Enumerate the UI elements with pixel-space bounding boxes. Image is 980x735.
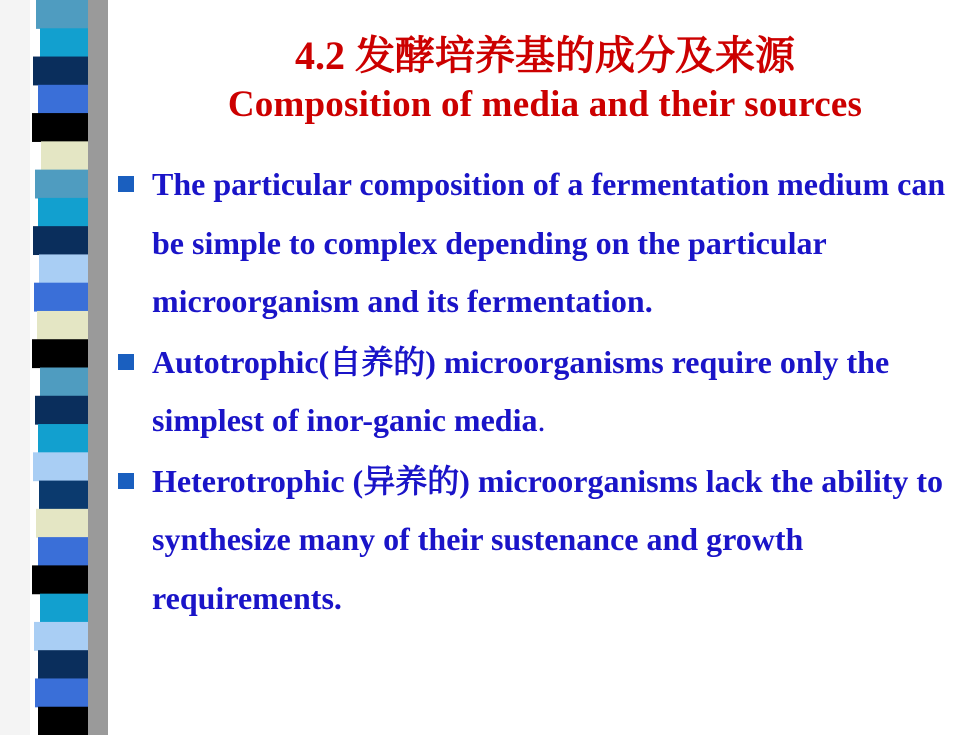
stripe-segment	[38, 198, 88, 227]
slide-title	[110, 30, 980, 128]
stripe-segment	[32, 565, 88, 594]
stripe-segment	[38, 650, 88, 679]
stripe-segment	[36, 0, 88, 29]
stripe-segment	[32, 113, 88, 142]
stripe-segment	[34, 622, 88, 651]
title-chinese: 4.2 发酵培养基的成分及来源	[295, 33, 795, 78]
stripe-segment	[41, 141, 88, 170]
stripe-segment	[34, 283, 88, 312]
bullet-text: The particular composition of a fermentation medium can be simple to complex depending on the particular microorganism and its fermentation.	[152, 166, 946, 319]
stripe-segment	[35, 396, 88, 425]
bullet-item-heterotrophic	[118, 452, 958, 628]
stripe-segment	[33, 57, 88, 86]
bullet-list	[118, 155, 958, 627]
stripe-segment	[39, 254, 88, 283]
bullet-item-autotrophic	[118, 333, 958, 450]
stripe-segment	[39, 481, 88, 510]
stripe-segment	[38, 424, 88, 453]
stripe-segment	[40, 368, 88, 397]
square-bullet-icon	[118, 473, 134, 489]
stripe-segment	[37, 311, 88, 340]
bullet-text: Autotrophic(自养的) microorganisms require only the simplest of inor-ganic media	[152, 343, 890, 438]
bullet-text: Heterotrophic (异养的) microorganisms lack the ability to synthesize many of their sustenance and growth requirements.	[152, 462, 944, 616]
square-bullet-icon	[118, 176, 134, 192]
stripe-segment	[40, 28, 88, 57]
stripe-segment	[40, 594, 88, 623]
stripe-segment	[38, 537, 88, 566]
stripe-segment	[36, 509, 88, 538]
title-english: Composition of media and their sources	[227, 84, 863, 125]
bullet-trailing-period: .	[537, 402, 546, 438]
stripe-segment	[38, 707, 88, 735]
stripe-left-lip	[0, 0, 30, 735]
stripe-segment	[38, 85, 88, 114]
stripe-segment	[33, 226, 88, 255]
decorative-stripe-bar	[0, 0, 110, 735]
square-bullet-icon	[118, 354, 134, 370]
stripe-segment	[35, 170, 88, 199]
stripe-segment	[33, 452, 88, 481]
stripe-segment	[32, 339, 88, 368]
bullet-item-composition	[118, 155, 958, 331]
stripe-segment	[35, 678, 88, 707]
stripe-shadow	[86, 0, 108, 735]
